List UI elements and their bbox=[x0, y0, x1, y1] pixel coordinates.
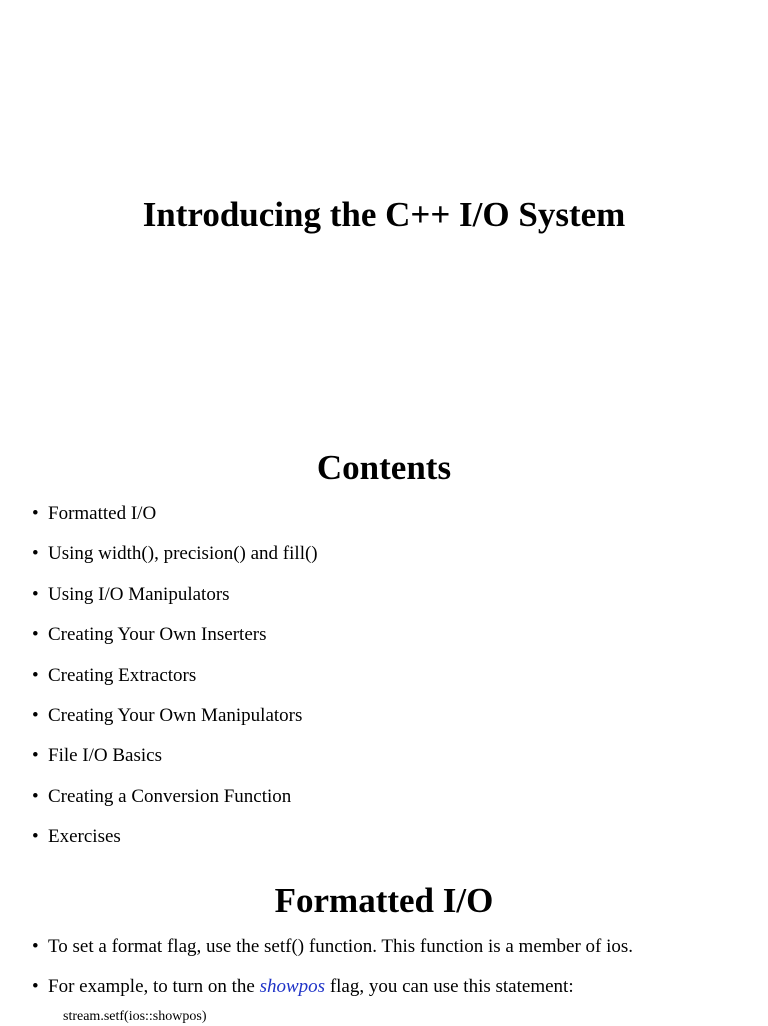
list-item bbox=[0, 825, 768, 865]
list-item-text: File I/O Basics bbox=[48, 745, 162, 767]
code-example: stream.setf(ios::showpos) bbox=[63, 1009, 207, 1024]
bullet-icon: • bbox=[32, 785, 39, 807]
list-item bbox=[0, 664, 768, 704]
bullet-icon: • bbox=[32, 704, 39, 726]
list-item-text: Using I/O Manipulators bbox=[48, 583, 230, 605]
list-item-text: Creating Your Own Inserters bbox=[48, 624, 267, 646]
list-item-text-before: For example, to turn on the bbox=[48, 976, 260, 997]
list-item bbox=[0, 623, 768, 663]
list-item bbox=[0, 744, 768, 784]
list-item-text: Exercises bbox=[48, 826, 121, 848]
list-item bbox=[0, 542, 768, 582]
document-title: Introducing the C++ I/O System bbox=[142, 195, 626, 234]
list-item-text: To set a format flag, use the setf() function. This function is a member of ios. bbox=[48, 936, 634, 957]
formatted-io-list bbox=[0, 935, 768, 1015]
list-item-text: Using width(), precision() and fill() bbox=[48, 543, 318, 565]
list-item bbox=[0, 785, 768, 825]
bullet-icon: • bbox=[32, 976, 39, 997]
bullet-icon: • bbox=[32, 936, 39, 957]
list-item bbox=[0, 704, 768, 744]
list-item bbox=[0, 583, 768, 623]
list-item bbox=[0, 935, 768, 975]
list-item-text: Formatted I/O bbox=[48, 503, 157, 524]
bullet-icon: • bbox=[32, 503, 39, 524]
contents-heading: Contents bbox=[316, 448, 452, 487]
contents-list bbox=[0, 502, 768, 866]
showpos-emphasis: showpos bbox=[259, 976, 326, 997]
bullet-icon: • bbox=[32, 583, 39, 605]
list-item-text: Creating Your Own Manipulators bbox=[48, 704, 303, 726]
bullet-icon: • bbox=[32, 664, 39, 686]
list-item-text: Creating Extractors bbox=[48, 664, 197, 686]
bullet-icon: • bbox=[32, 624, 39, 646]
list-item-text: Creating a Conversion Function bbox=[48, 785, 292, 807]
list-item-text-after: flag, you can use this statement: bbox=[325, 976, 574, 997]
bullet-icon: • bbox=[32, 745, 39, 767]
bullet-icon: • bbox=[32, 543, 39, 565]
list-item bbox=[0, 502, 768, 542]
bullet-icon: • bbox=[32, 826, 39, 848]
formatted-io-heading: Formatted I/O bbox=[274, 881, 494, 920]
